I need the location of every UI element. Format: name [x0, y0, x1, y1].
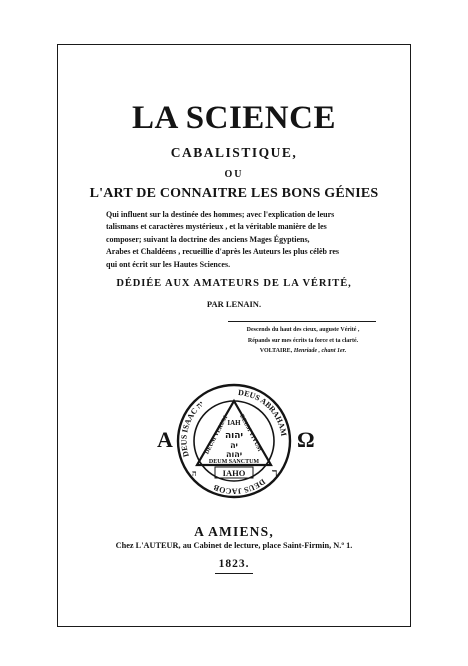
author-line: PAR LENAIN.: [206, 299, 262, 309]
hebrew-row-3: יהוה: [225, 450, 243, 459]
ring-text-deus-jacob: DEUS JACOB: [212, 477, 267, 496]
epigraph-line-2: Répands sur mes écrits ta force et ta clarté.: [247, 337, 359, 344]
triangle-text-iah: IAH: [227, 419, 241, 427]
epigraph: [228, 325, 378, 357]
epigraph-rule: [228, 321, 376, 322]
alpha-symbol: A: [157, 427, 173, 452]
triangle-text-deum-verum: DEUM VERUM: [204, 414, 230, 456]
triangle-text-deum-sanctum: DEUM SANCTUM: [208, 459, 260, 465]
epigraph-line-1: Descends du haut des cieux, auguste Vérité ,: [246, 327, 360, 333]
epigraph-attribution: [228, 346, 378, 357]
conjunction-ou: OU: [224, 169, 244, 180]
description-paragraph: [106, 209, 364, 271]
seal-text-iaho: IAHO: [222, 468, 246, 478]
description-line: talismans et caractères mystérieux , et la véritable manière de les: [106, 222, 327, 232]
description-line: Arabes et Chaldéens , recueillie d'après les Auteurs les plus célèb res: [106, 247, 340, 257]
dedication: DÉDIÉE AUX AMATEURS DE LA VÉRITÉ,: [116, 278, 352, 289]
omega-symbol: Ω: [297, 427, 315, 452]
ring-text-deus-isaac: DEUS ISAAC יה: [179, 399, 206, 458]
description-line: Qui influent sur la destinée des hommes; avec l'explication de leurs: [106, 210, 335, 219]
description-line: qui ont écrit sur les Hautes Sciences.: [106, 259, 231, 269]
subtitle-cabalistique: CABALISTIQUE,: [170, 145, 298, 160]
subtitle-bons-genies: L'ART DE CONNAITRE LES BONS GÉNIES: [89, 186, 379, 201]
epigraph-author: VOLTAIRE,: [259, 348, 293, 354]
description-line: composer; suivant la doctrine des anciens Mages Égyptiens,: [106, 234, 310, 244]
imprint-year: 1823.: [218, 558, 250, 570]
imprint-address: Chez L'AUTEUR, au Cabinet de lecture, place Saint-Firmin, N.º 1.: [115, 541, 353, 550]
imprint-city: A AMIENS,: [194, 524, 274, 539]
hebrew-row-2: יה: [230, 441, 238, 450]
cabalistic-seal-emblem: [175, 382, 293, 500]
triangle-text-deum-vivum: DEUM VIVUM: [238, 413, 263, 453]
book-title: LA SCIENCE: [132, 100, 336, 136]
ring-hebrew-mark-right: ℸ: [272, 469, 278, 478]
ring-hebrew-mark-left: ה: [192, 469, 197, 478]
year-rule: [215, 573, 253, 574]
hebrew-row-1: יהוה: [224, 431, 244, 441]
epigraph-work: Henriade , chant 1er.: [293, 348, 347, 354]
ring-text-deus-abraham: DEUS ABRAHAM: [237, 387, 289, 437]
